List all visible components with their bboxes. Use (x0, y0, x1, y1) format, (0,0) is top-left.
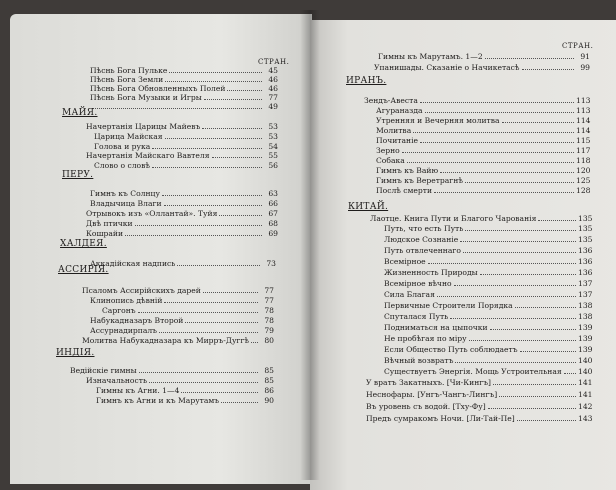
toc-entry: Царица Майская 53 (94, 132, 278, 141)
toc-entry: Ведійскіе гимны 85 (70, 366, 274, 375)
toc-entry: Первичные Строители Порядка 138 (384, 301, 593, 310)
toc-entry: Жизненность Природы 136 (384, 268, 593, 277)
toc-entry: Собака 118 (376, 156, 591, 165)
page-header-right: СТРАН. (562, 42, 594, 50)
toc-entry: Гимнъ къ Веретрагнѣ 125 (376, 176, 591, 185)
toc-entry: Почитаніе 115 (376, 136, 591, 145)
toc-entry: Гимнъ къ Солнцу 63 (90, 189, 278, 198)
toc-entry: Въ уровень съ водой. [Тху-Фу] 142 (366, 402, 593, 411)
toc-entry: Предъ сумракомъ Ночи. [Ли-Тай-Пе] 143 (366, 414, 593, 423)
section-heading: КИТАЙ. (348, 202, 389, 212)
toc-entry: Послѣ смерти 128 (376, 186, 591, 195)
toc-entry: Существуетъ Энергія. Мощь Устроительная 140 (384, 367, 593, 376)
toc-entry: Начертанія Царицы Майевъ 53 (86, 122, 278, 131)
toc-entry: Ассурнадирпалъ 79 (90, 326, 274, 335)
toc-entry: Пѣснь Бога Земли 46 (90, 75, 278, 84)
toc-entry: Если Общество Путь соблюдаетъ 139 (384, 345, 593, 354)
toc-entry: Не пробѣгая по міру 139 (384, 334, 593, 343)
section-heading: МАЙЯ. (62, 108, 98, 118)
toc-entry: Агураназда 113 (376, 106, 591, 115)
page-header-left: СТРАН. (258, 58, 290, 66)
toc-entry: Псаломъ Ассирійскихъ дарей 77 (82, 286, 274, 295)
toc-entry: Путь, что есть Путь 135 (384, 224, 593, 233)
toc-entry: Гимнъ къ Вайю 120 (376, 166, 591, 175)
toc-entry: Гимнъ къ Агни и къ Марутамъ 90 (96, 396, 274, 405)
toc-entry: Лаотце. Книга Пути и Благого Чарованія 135 (370, 214, 593, 223)
toc-entry: Пѣснь Бога Музыки и Игры 77 (90, 93, 278, 102)
toc-entry: Спуталася Путь 138 (384, 312, 593, 321)
toc-entry: Клинопись дѣвній 77 (90, 296, 274, 305)
toc-entry: У вратъ Закатныхъ. [Чи-Кингъ] 141 (366, 378, 593, 387)
toc-entry: Набукадназаръ Второй 78 (90, 316, 274, 325)
toc-entry: Голова и рука 54 (94, 142, 278, 151)
toc-entry: Людское Сознаніе 135 (384, 235, 593, 244)
toc-entry: Начертанія Майскаго Вавтеля 55 (86, 151, 278, 160)
toc-entry: Двѣ птички 68 (86, 219, 278, 228)
toc-entry: Утренняя и Вечерняя молитва 114 (376, 116, 591, 125)
toc-entry: Аккадійская надпись 73 (90, 259, 276, 268)
toc-entry: Упанишады. Сказаніе о Начикетасѣ 99 (374, 63, 590, 72)
toc-entry: Путь отвлеченнаго 136 (384, 246, 593, 255)
toc-entry: Подниматься на цыпочки 139 (384, 323, 593, 332)
toc-entry: Всемірное вѣчно 137 (384, 279, 593, 288)
toc-entry: Гимны къ Марутамъ. 1—2 91 (378, 52, 590, 61)
toc-entry: Молитва 114 (376, 126, 591, 135)
section-heading: ИНДІЯ. (56, 348, 95, 358)
section-heading: ХАЛДЕЯ. (60, 239, 107, 249)
toc-entry: Сила Благая 137 (384, 290, 593, 299)
section-heading: ИРАНЪ. (346, 76, 387, 86)
toc-entry: Молитва Набукадназара къ Мирръ-Дуггѣ 80 (82, 336, 274, 345)
toc-entry: Пѣснь Бога Пульке 45 (90, 66, 278, 75)
toc-entry: Изначальность 85 (86, 376, 274, 385)
section-heading: АССИРІЯ. (58, 265, 109, 275)
book-gutter (300, 10, 320, 480)
toc-entry: 49 (90, 102, 278, 111)
toc-entry: Зерно 117 (376, 146, 591, 155)
toc-entry: Неснофары. [Унгъ-Чангъ-Лингъ] 141 (366, 390, 593, 399)
toc-entry: Отрывокъ изъ «Оллантай». Туйя 67 (86, 209, 278, 218)
toc-entry: Гимны къ Агни. 1—4 86 (96, 386, 274, 395)
toc-entry: Владычица Влаги 66 (90, 199, 278, 208)
toc-entry: Всемірное 136 (384, 257, 593, 266)
toc-entry: Слово о словѣ 56 (94, 161, 278, 170)
toc-entry: Кошрайи 69 (86, 229, 278, 238)
toc-entry: Вѣчный возвратъ 140 (384, 356, 593, 365)
toc-entry: Пѣснь Бога Обновленныхъ Полей 46 (90, 84, 278, 93)
toc-entry: Саргонъ 78 (102, 306, 274, 315)
section-heading: ПЕРУ. (62, 170, 94, 180)
toc-entry: Зендъ-Авеста 113 (364, 96, 591, 105)
